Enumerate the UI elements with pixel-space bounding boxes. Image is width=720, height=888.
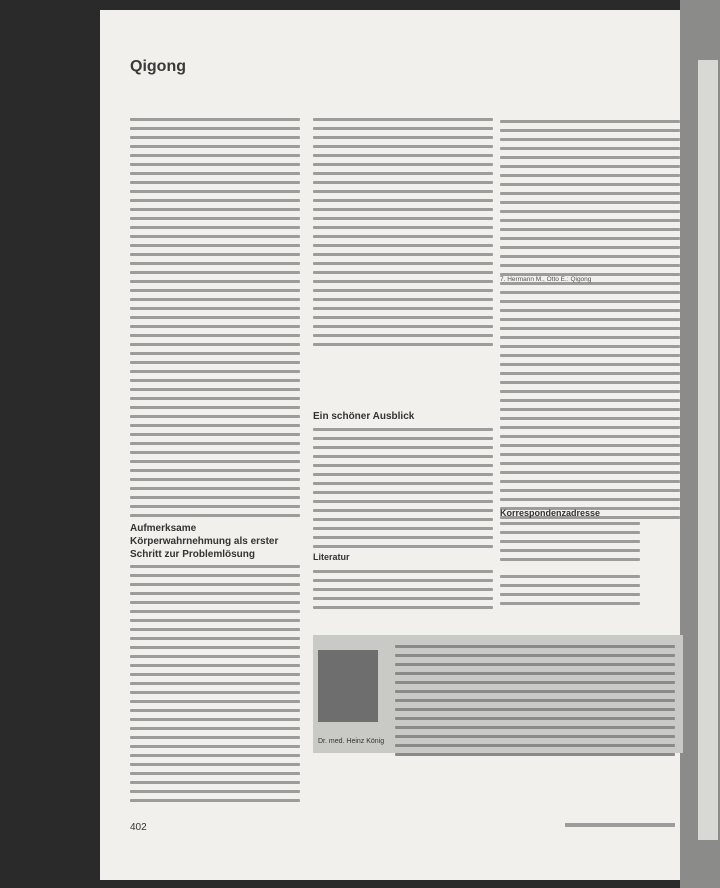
reference-item: 7. Hermann M., Otto E.: Qigong	[500, 276, 592, 283]
page-number: 402	[130, 822, 147, 833]
author-photo	[318, 650, 378, 722]
references-column-continued	[500, 300, 680, 525]
page-edge	[680, 0, 720, 888]
section-heading: Ein schöner Ausblick	[313, 411, 415, 422]
correspondence-label: Korrespondenzadresse	[500, 508, 601, 518]
literature-list	[313, 570, 493, 615]
column-1-continued	[130, 565, 300, 808]
author-caption: Dr. med. Heinz König	[318, 738, 385, 745]
column-1	[130, 118, 300, 523]
article-title: Qigong	[130, 58, 186, 75]
column-2-continued	[313, 428, 493, 554]
author-bio	[395, 645, 675, 762]
literature-label: Literatur	[313, 552, 350, 562]
journal-footer	[565, 823, 675, 827]
correspondence-address	[500, 522, 640, 611]
section-heading: Aufmerksame Körperwahrnehmung als erster Schritt zur Problemlösung	[130, 523, 279, 560]
column-2	[313, 118, 493, 352]
